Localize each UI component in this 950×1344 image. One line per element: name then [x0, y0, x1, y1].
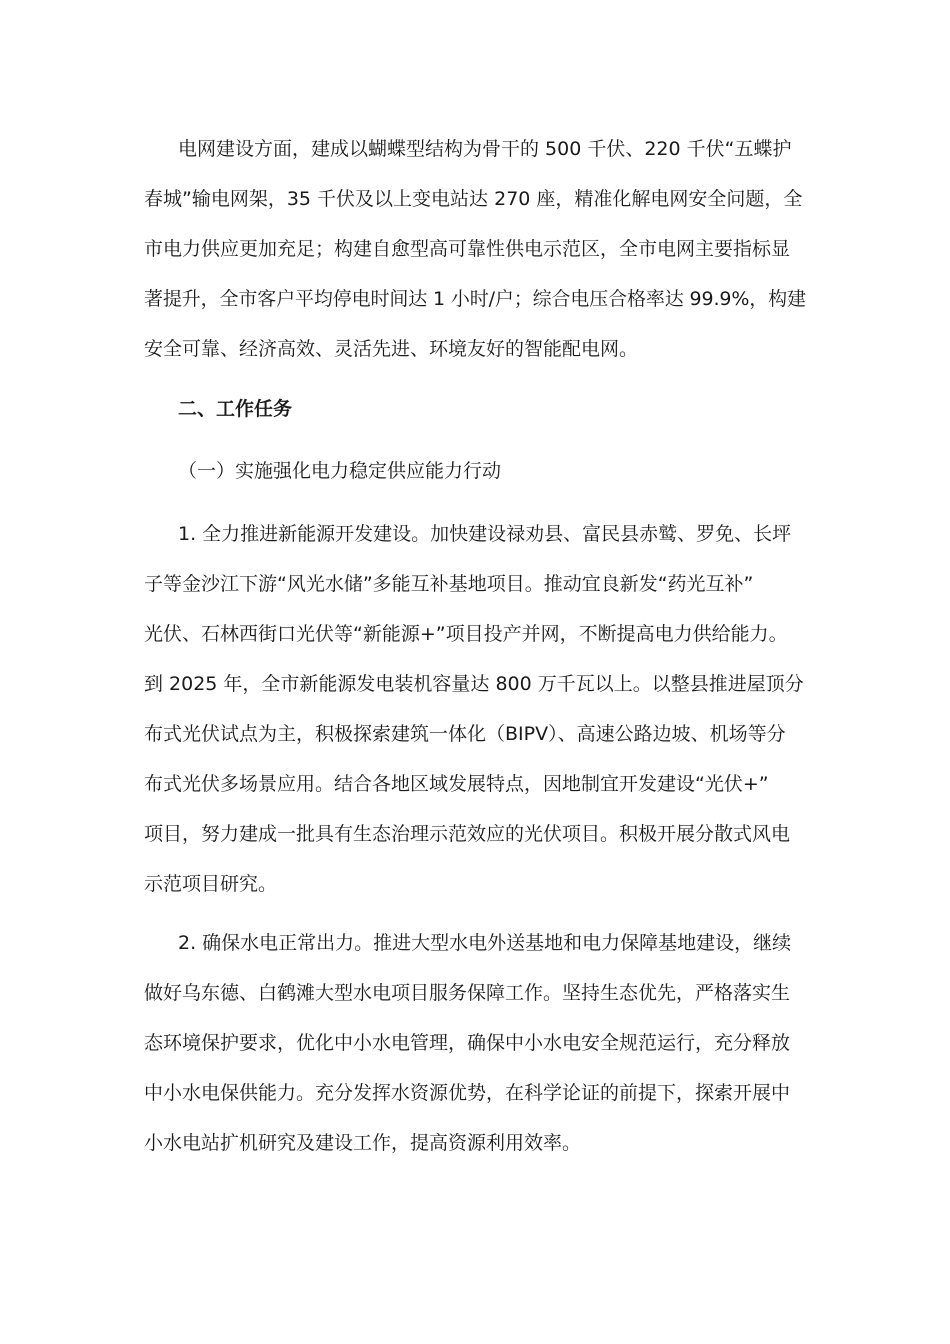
paragraph-line: 市电力供应更加充足；构建自愈型高可靠性供电示范区，全市电网主要指标显 [144, 238, 791, 260]
paragraph-line: 态环境保护要求，优化中小水电管理，确保中小水电安全规范运行，充分释放 [144, 1032, 791, 1054]
paragraph-line: 1. 全力推进新能源开发建设。加快建设禄劝县、富民县赤鹫、罗免、长坪 [178, 523, 792, 545]
paragraph-hydropower [144, 918, 808, 1168]
subsection-heading-container [144, 446, 808, 496]
paragraph-grid-construction [144, 124, 808, 374]
paragraph-line: 项目，努力建成一批具有生态治理示范效应的光伏项目。积极开展分散式风电 [144, 823, 791, 845]
subsection-heading: （一）实施强化电力稳定供应能力行动 [178, 460, 502, 482]
paragraph-line: 春城”输电网架，35 千伏及以上变电站达 270 座，精准化解电网安全问题，全 [144, 188, 803, 210]
paragraph-line: 示范项目研究。 [144, 873, 278, 895]
paragraph-line: 子等金沙江下游“风光水储”多能互补基地项目。推动宜良新发“药光互补” [144, 573, 754, 595]
section-heading-container [144, 384, 808, 434]
paragraph-line: 著提升，全市客户平均停电时间达 1 小时/户；综合电压合格率达 99.9%，构建 [144, 288, 806, 310]
paragraph-line: 到 2025 年，全市新能源发电装机容量达 800 万千瓦以上。以整县推进屋顶分 [144, 673, 804, 695]
paragraph-line: 电网建设方面，建成以蝴蝶型结构为骨干的 500 千伏、220 千伏“五蝶护 [178, 138, 792, 160]
paragraph-line: 做好乌东德、白鹤滩大型水电项目服务保障工作。坚持生态优先，严格落实生 [144, 982, 791, 1004]
paragraph-line: 小水电站扩机研究及建设工作，提高资源利用效率。 [144, 1132, 582, 1154]
paragraph-line: 安全可靠、经济高效、灵活先进、环境友好的智能配电网。 [144, 338, 639, 360]
paragraph-line: 中小水电保供能力。充分发挥水资源优势，在科学论证的前提下，探索开展中 [144, 1082, 791, 1104]
paragraph-line: 2. 确保水电正常出力。推进大型水电外送基地和电力保障基地建设，继续 [178, 932, 792, 954]
paragraph-line: 布式光伏试点为主，积极探索建筑一体化（BIPV）、高速公路边坡、机场等分 [144, 723, 786, 745]
paragraph-new-energy [144, 509, 808, 909]
paragraph-line: 布式光伏多场景应用。结合各地区域发展特点，因地制宜开发建设“光伏+” [144, 773, 769, 795]
paragraph-line: 光伏、石林西街口光伏等“新能源+”项目投产并网，不断提高电力供给能力。 [144, 623, 788, 645]
section-heading: 二、工作任务 [178, 398, 293, 420]
